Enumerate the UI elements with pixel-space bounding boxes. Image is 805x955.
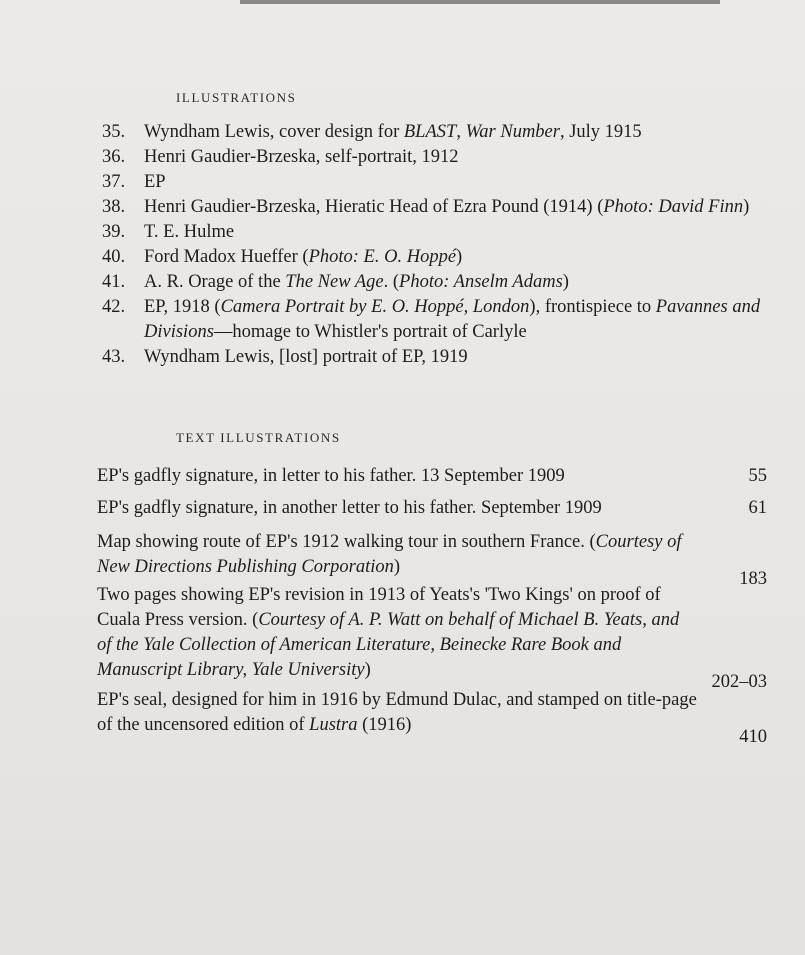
- illustration-entry: [102, 145, 782, 170]
- italic-text: Lustra: [309, 715, 358, 735]
- text-illustration-entry: [97, 688, 767, 747]
- page-number: 55: [748, 466, 767, 486]
- text-illustration-entry: [97, 496, 767, 521]
- illustration-entry: [102, 245, 782, 270]
- text-span: Henri Gaudier-Brzeska, Hieratic Head of Ezra Pound (1914) (: [144, 197, 604, 217]
- page-number: 410: [739, 727, 767, 747]
- text-span: EP: [144, 172, 166, 192]
- italic-text: Photo: Anselm Adams: [399, 272, 563, 292]
- entry-caption: [144, 197, 749, 217]
- entry-number: 35.: [102, 122, 126, 142]
- text-span: EP's seal, designed for him in 1916 by Edmund Dulac, and stamped on title-page of the uncensored edition of: [97, 690, 697, 735]
- text-span: ): [456, 247, 463, 267]
- entry-number: 40.: [102, 247, 126, 267]
- text-span: Wyndham Lewis, cover design for: [144, 122, 404, 142]
- page-number: 202–03: [711, 672, 767, 692]
- text-illustration-entry: [97, 583, 767, 692]
- text-span: (1916): [357, 715, 412, 735]
- illustration-entry: [102, 345, 782, 370]
- italic-text: BLAST: [403, 122, 457, 142]
- text-span: Ford Madox Hueffer (: [144, 247, 309, 267]
- text-span: , July 1915: [559, 122, 642, 142]
- entry-caption: [144, 172, 166, 192]
- italic-text: Photo: David Finn: [603, 197, 744, 217]
- text-span: EP's gadfly signature, in another letter to his father. September 1909: [97, 498, 602, 518]
- entry-number: 36.: [102, 147, 126, 167]
- text-illustration-entry: [97, 464, 767, 489]
- text-span: ): [393, 557, 401, 577]
- entry-caption: [97, 464, 767, 489]
- text-span: A. R. Orage of the: [144, 272, 286, 292]
- entry-caption: [144, 122, 642, 142]
- illustration-entry: [102, 220, 782, 245]
- page-number: 183: [739, 569, 767, 589]
- text-span: Map showing route of EP's 1912 walking tour in southern France. (: [97, 532, 596, 552]
- text-span: ): [364, 660, 371, 680]
- italic-text: Courtesy of New Directions Publishing Corporation: [97, 532, 682, 577]
- illustration-entry: [102, 120, 782, 145]
- entry-number: 39.: [102, 222, 126, 242]
- illustration-entry: [102, 295, 782, 345]
- italic-text: The New Age: [285, 272, 384, 292]
- text-span: Wyndham Lewis, [lost] portrait of EP, 1919: [144, 347, 468, 367]
- text-span: Two pages showing EP's revision in 1913 of Yeats's 'Two Kings' on proof of Cuala Press version. (: [97, 585, 661, 630]
- illustrations-list: [102, 120, 782, 370]
- illustration-entry: [102, 270, 782, 295]
- text-span: . (: [383, 272, 400, 292]
- entry-number: 42.: [102, 297, 126, 317]
- entry-number: 38.: [102, 197, 126, 217]
- entry-caption: [97, 496, 767, 521]
- entry-caption: [97, 530, 767, 580]
- italic-text: Photo: E. O. Hoppé: [308, 247, 457, 267]
- text-span: ,: [456, 122, 466, 142]
- italic-text: War Number: [465, 122, 560, 142]
- text-span: —homage to Whistler's portrait of Carlyle: [213, 322, 527, 342]
- italic-text: Pavannes and Divisions: [144, 297, 761, 342]
- text-illustration-entry: [97, 530, 767, 589]
- entry-number: 43.: [102, 347, 126, 367]
- text-span: T. E. Hulme: [144, 222, 235, 242]
- italic-text: Camera Portrait by E. O. Hoppé, London: [220, 297, 530, 317]
- text-span: ): [562, 272, 569, 292]
- entry-caption: [144, 222, 234, 242]
- entry-caption: [144, 347, 468, 367]
- entry-caption: [144, 247, 462, 267]
- page-number: 61: [748, 498, 767, 518]
- entry-number: 37.: [102, 172, 126, 192]
- illustration-entry: [102, 195, 782, 220]
- text-illustrations-heading: TEXT ILLUSTRATIONS: [176, 430, 341, 445]
- illustrations-heading: ILLUSTRATIONS: [176, 90, 297, 105]
- italic-text: Courtesy of A. P. Watt on behalf of Michael B. Yeats, and of the Yale Collection of American Literature, Beinecke Rare Book and Manuscript Library, Yale University: [97, 610, 680, 680]
- text-span: ): [743, 197, 750, 217]
- text-span: Henri Gaudier-Brzeska, self-portrait, 1912: [144, 147, 459, 167]
- entry-number: 41.: [102, 272, 126, 292]
- entry-caption: [144, 147, 459, 167]
- illustration-entry: [102, 170, 782, 195]
- text-span: EP's gadfly signature, in letter to his father. 13 September 1909: [97, 466, 565, 486]
- page-top-edge: [240, 0, 720, 4]
- entry-caption: [144, 297, 760, 342]
- entry-caption: [144, 272, 569, 292]
- entry-caption: [97, 583, 767, 683]
- text-span: EP, 1918 (: [144, 297, 221, 317]
- entry-caption: [97, 688, 767, 738]
- text-span: ), frontispiece to: [529, 297, 656, 317]
